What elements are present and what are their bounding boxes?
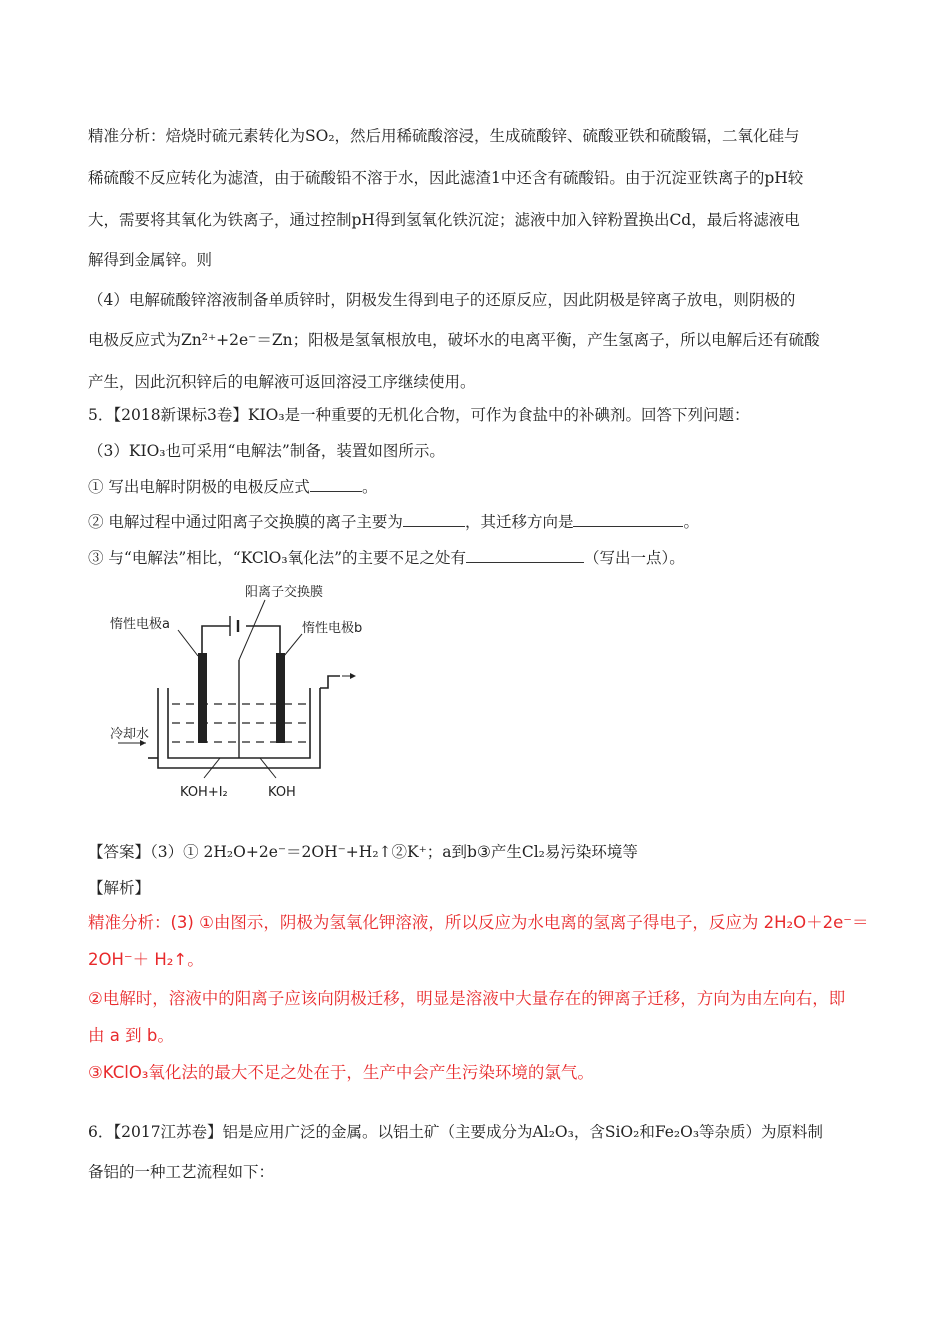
item-1-text: ① 写出电解时阴极的电极反应式: [88, 478, 310, 496]
question-5-title: 5．【2018新课标3卷】KIO₃是一种重要的无机化合物，可作为食盐中的补碘剂。回答下列问题：: [88, 406, 750, 424]
answer-blank-1[interactable]: [310, 477, 362, 492]
analysis-label: 【解析】: [88, 879, 151, 897]
item-2-text-b: ，其迁移方向是: [464, 513, 574, 531]
item-1-end: 。: [361, 478, 378, 496]
answer-line: 【答案】（3）① 2H₂O+2e⁻＝2OH⁻+H₂↑②K⁺；a到b③产生Cl₂易污染环境等: [88, 843, 638, 861]
electrode-b-label: 惰性电极b: [302, 621, 363, 636]
right-solution-label: KOH: [268, 785, 296, 800]
item-3-text-a: ③ 与“电解法”相比，“KClO₃氧化法”的主要不足之处有: [88, 549, 467, 567]
left-solution-label: KOH+I₂: [180, 785, 228, 800]
item-2-end: 。: [683, 513, 699, 531]
answer-blank-4[interactable]: [466, 548, 584, 563]
question-5-item-1: [88, 477, 377, 497]
analysis-line-3: 大，需要将其氧化为铁离子，通过控制pH得到氢氧化铁沉淀；滤液中加入锌粉置换出Cd，最后将滤液电: [88, 211, 800, 229]
question-5-item-3: [88, 548, 685, 568]
answer-blank-2[interactable]: [403, 512, 465, 527]
electrolysis-apparatus-diagram: [110, 578, 370, 808]
question-5-item-2: [88, 512, 699, 532]
analysis-line-4: 解得到金属锌。则: [88, 251, 213, 269]
analysis-line-1: 精准分析：焙烧时硫元素转化为SO₂，然后用稀硫酸溶浸，生成硫酸锌、硫酸亚铁和硫酸镉，二氧化硅与: [88, 127, 800, 145]
cooling-water-label: 冷却水: [110, 727, 150, 742]
red-analysis-line-5: ③KClO₃氧化法的最大不足之处在于，生产中会产生污染环境的氯气。: [88, 1063, 594, 1082]
analysis-4-line-1: （4）电解硫酸锌溶液制备单质锌时，阴极发生得到电子的还原反应，因此阴极是锌离子放电，则阴极的: [88, 291, 796, 309]
question-5-part-3: （3）KIO₃也可采用“电解法”制备，装置如图所示。: [88, 442, 445, 460]
analysis-line-2: 稀硫酸不反应转化为滤渣，由于硫酸铅不溶于水，因此滤渣1中还含有硫酸铅。由于沉淀亚铁离子的pH较: [88, 169, 804, 187]
analysis-4-line-2: 电极反应式为Zn²⁺+2e⁻＝Zn；阳极是氢氧根放电，破坏水的电离平衡，产生氢离子，所以电解后还有硫酸: [88, 331, 820, 349]
outlet-arrow-icon: [350, 673, 356, 679]
item-3-text-b: （写出一点）。: [584, 549, 685, 567]
electrode-a-label: 惰性电极a: [110, 617, 170, 632]
electrode-a: [198, 653, 207, 743]
answer-blank-3[interactable]: [573, 512, 683, 527]
red-analysis-line-4: 由 a 到 b。: [88, 1026, 174, 1045]
analysis-4-line-3: 产生，因此沉积锌后的电解液可返回溶浸工序继续使用。: [88, 373, 476, 391]
question-6-line-2: 备铝的一种工艺流程如下：: [88, 1163, 275, 1181]
red-analysis-line-3: ②电解时，溶液中的阳离子应该向阴极迁移，明显是溶液中大量存在的钾离子迁移，方向为由左向右，即: [88, 989, 846, 1008]
item-2-text-a: ② 电解过程中通过阳离子交换膜的离子主要为: [88, 513, 403, 531]
membrane-label: 阳离子交换膜: [245, 585, 324, 600]
question-6-line-1: 6．【2017江苏卷】铝是应用广泛的金属。以铝土矿（主要成分为Al₂O₃，含SiO₂和Fe₂O₃等杂质）为原料制: [88, 1123, 824, 1141]
red-analysis-line-1: 精准分析：(3) ①由图示，阴极为氢氧化钾溶液，所以反应为水电离的氢离子得电子，反应为 2H₂O＋2e⁻＝: [88, 913, 869, 932]
red-analysis-line-2: 2OH⁻＋ H₂↑。: [88, 950, 204, 969]
electrode-b: [276, 653, 285, 743]
